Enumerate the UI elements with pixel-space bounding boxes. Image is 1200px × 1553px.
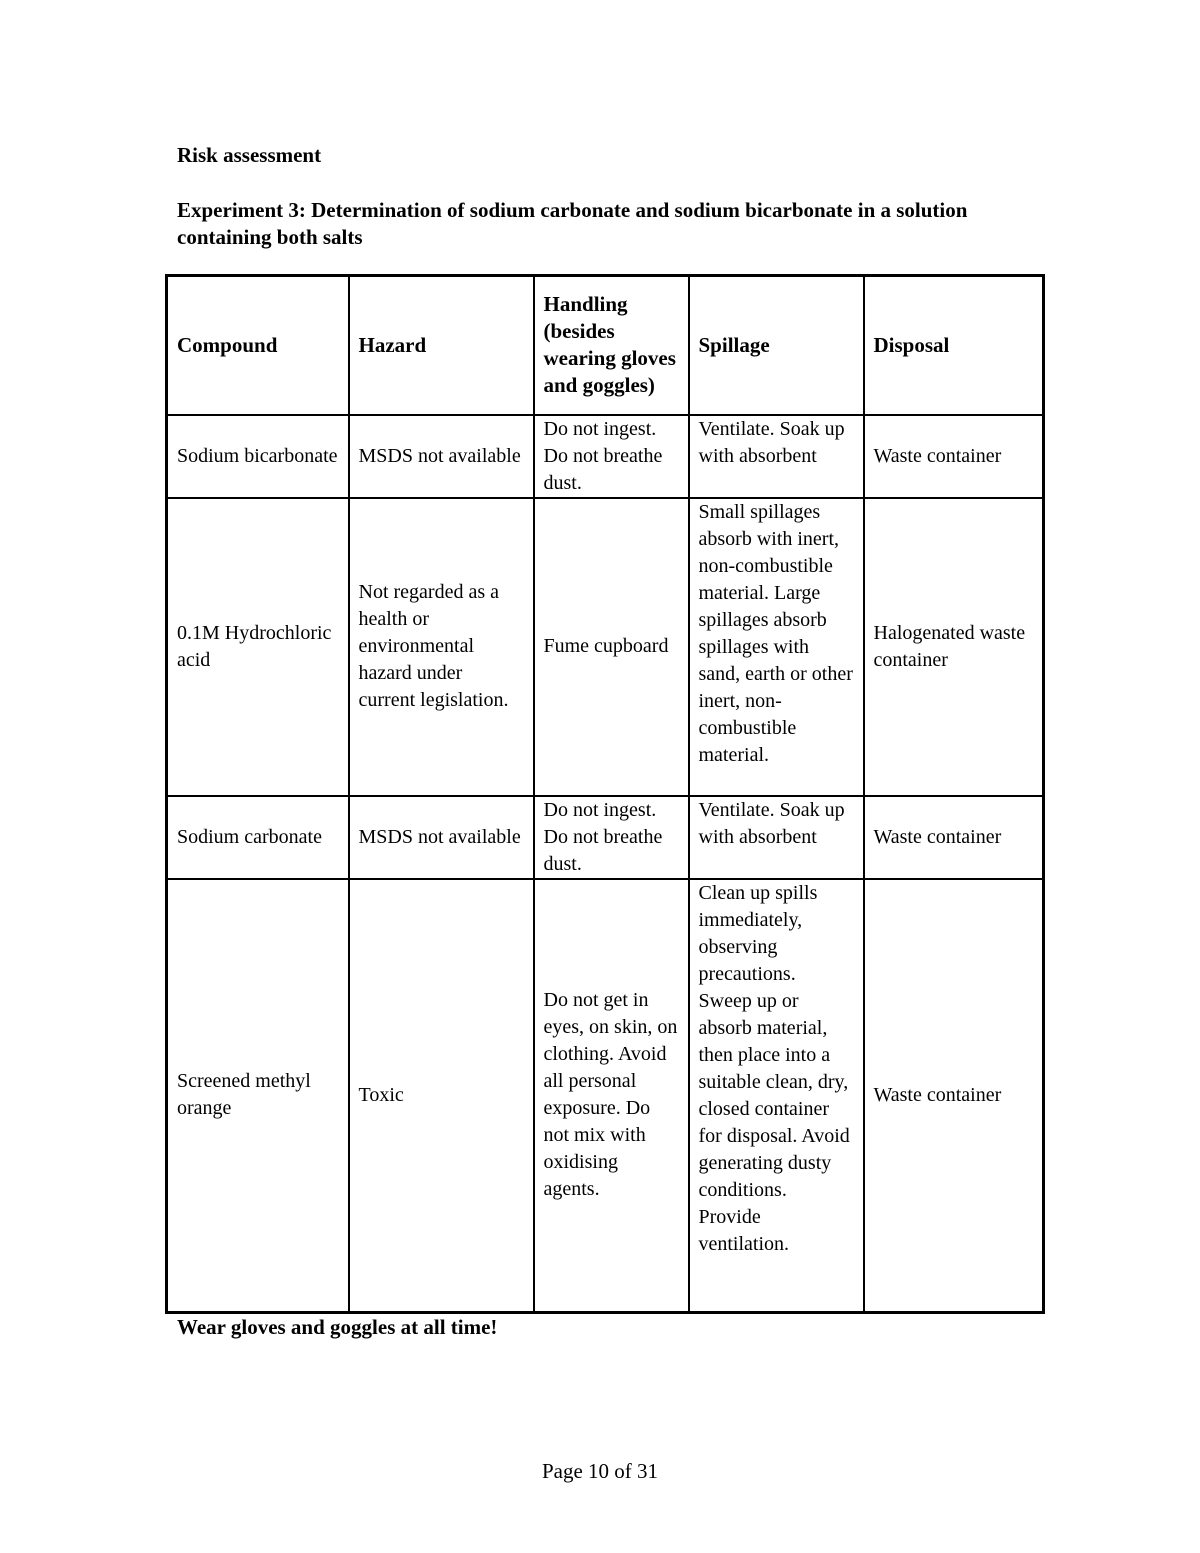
- page-number: Page 10 of 31: [541, 1459, 659, 1483]
- table-row: [167, 879, 1044, 1313]
- disposal-cell: Waste container: [864, 879, 1044, 1313]
- disposal-cell: Halogenated waste container: [864, 498, 1044, 796]
- spillage-cell: Ventilate. Soak up with absorbent: [689, 796, 864, 879]
- handling-cell: Do not ingest. Do not breathe dust.: [534, 415, 689, 498]
- column-header-compound: Compound: [167, 276, 349, 415]
- spillage-cell: Small spillages absorb with inert, non-combustible material. Large spillages absorb spillages with sand, earth or other inert, non-combustible material.: [689, 498, 864, 796]
- risk-assessment-table: [165, 274, 1045, 1314]
- spillage-cell: Clean up spills immediately, observing precautions. Sweep up or absorb material, then place into a suitable clean, dry, closed container for disposal. Avoid generating dusty conditions. Provide ventilation.: [689, 879, 864, 1313]
- column-header-disposal: Disposal: [864, 276, 1044, 415]
- compound-cell: Sodium bicarbonate: [167, 415, 349, 498]
- spillage-cell: Ventilate. Soak up with absorbent: [689, 415, 864, 498]
- hazard-cell: MSDS not available: [349, 415, 534, 498]
- hazard-cell: Toxic: [349, 879, 534, 1313]
- handling-cell: Do not get in eyes, on skin, on clothing. Avoid all personal exposure. Do not mix with oxidising agents.: [534, 879, 689, 1313]
- handling-cell: Fume cupboard: [534, 498, 689, 796]
- table-row: [167, 796, 1044, 879]
- handling-cell: Do not ingest. Do not breathe dust.: [534, 796, 689, 879]
- disposal-cell: Waste container: [864, 796, 1044, 879]
- table-header-row: [167, 276, 1044, 415]
- safety-note: Wear gloves and goggles at all time!: [177, 1315, 498, 1339]
- table-row: [167, 498, 1044, 796]
- document-heading: Risk assessment: [177, 143, 322, 167]
- experiment-title: Experiment 3: Determination of sodium carbonate and sodium bicarbonate in a solution containing both salts: [177, 198, 968, 249]
- table-row: [167, 415, 1044, 498]
- compound-cell: Sodium carbonate: [167, 796, 349, 879]
- column-header-hazard: Hazard: [349, 276, 534, 415]
- compound-cell: 0.1M Hydrochloric acid: [167, 498, 349, 796]
- hazard-cell: Not regarded as a health or environmental hazard under current legislation.: [349, 498, 534, 796]
- column-header-spillage: Spillage: [689, 276, 864, 415]
- compound-cell: Screened methyl orange: [167, 879, 349, 1313]
- disposal-cell: Waste container: [864, 415, 1044, 498]
- column-header-handling: Handling (besides wearing gloves and goggles): [534, 276, 689, 415]
- hazard-cell: MSDS not available: [349, 796, 534, 879]
